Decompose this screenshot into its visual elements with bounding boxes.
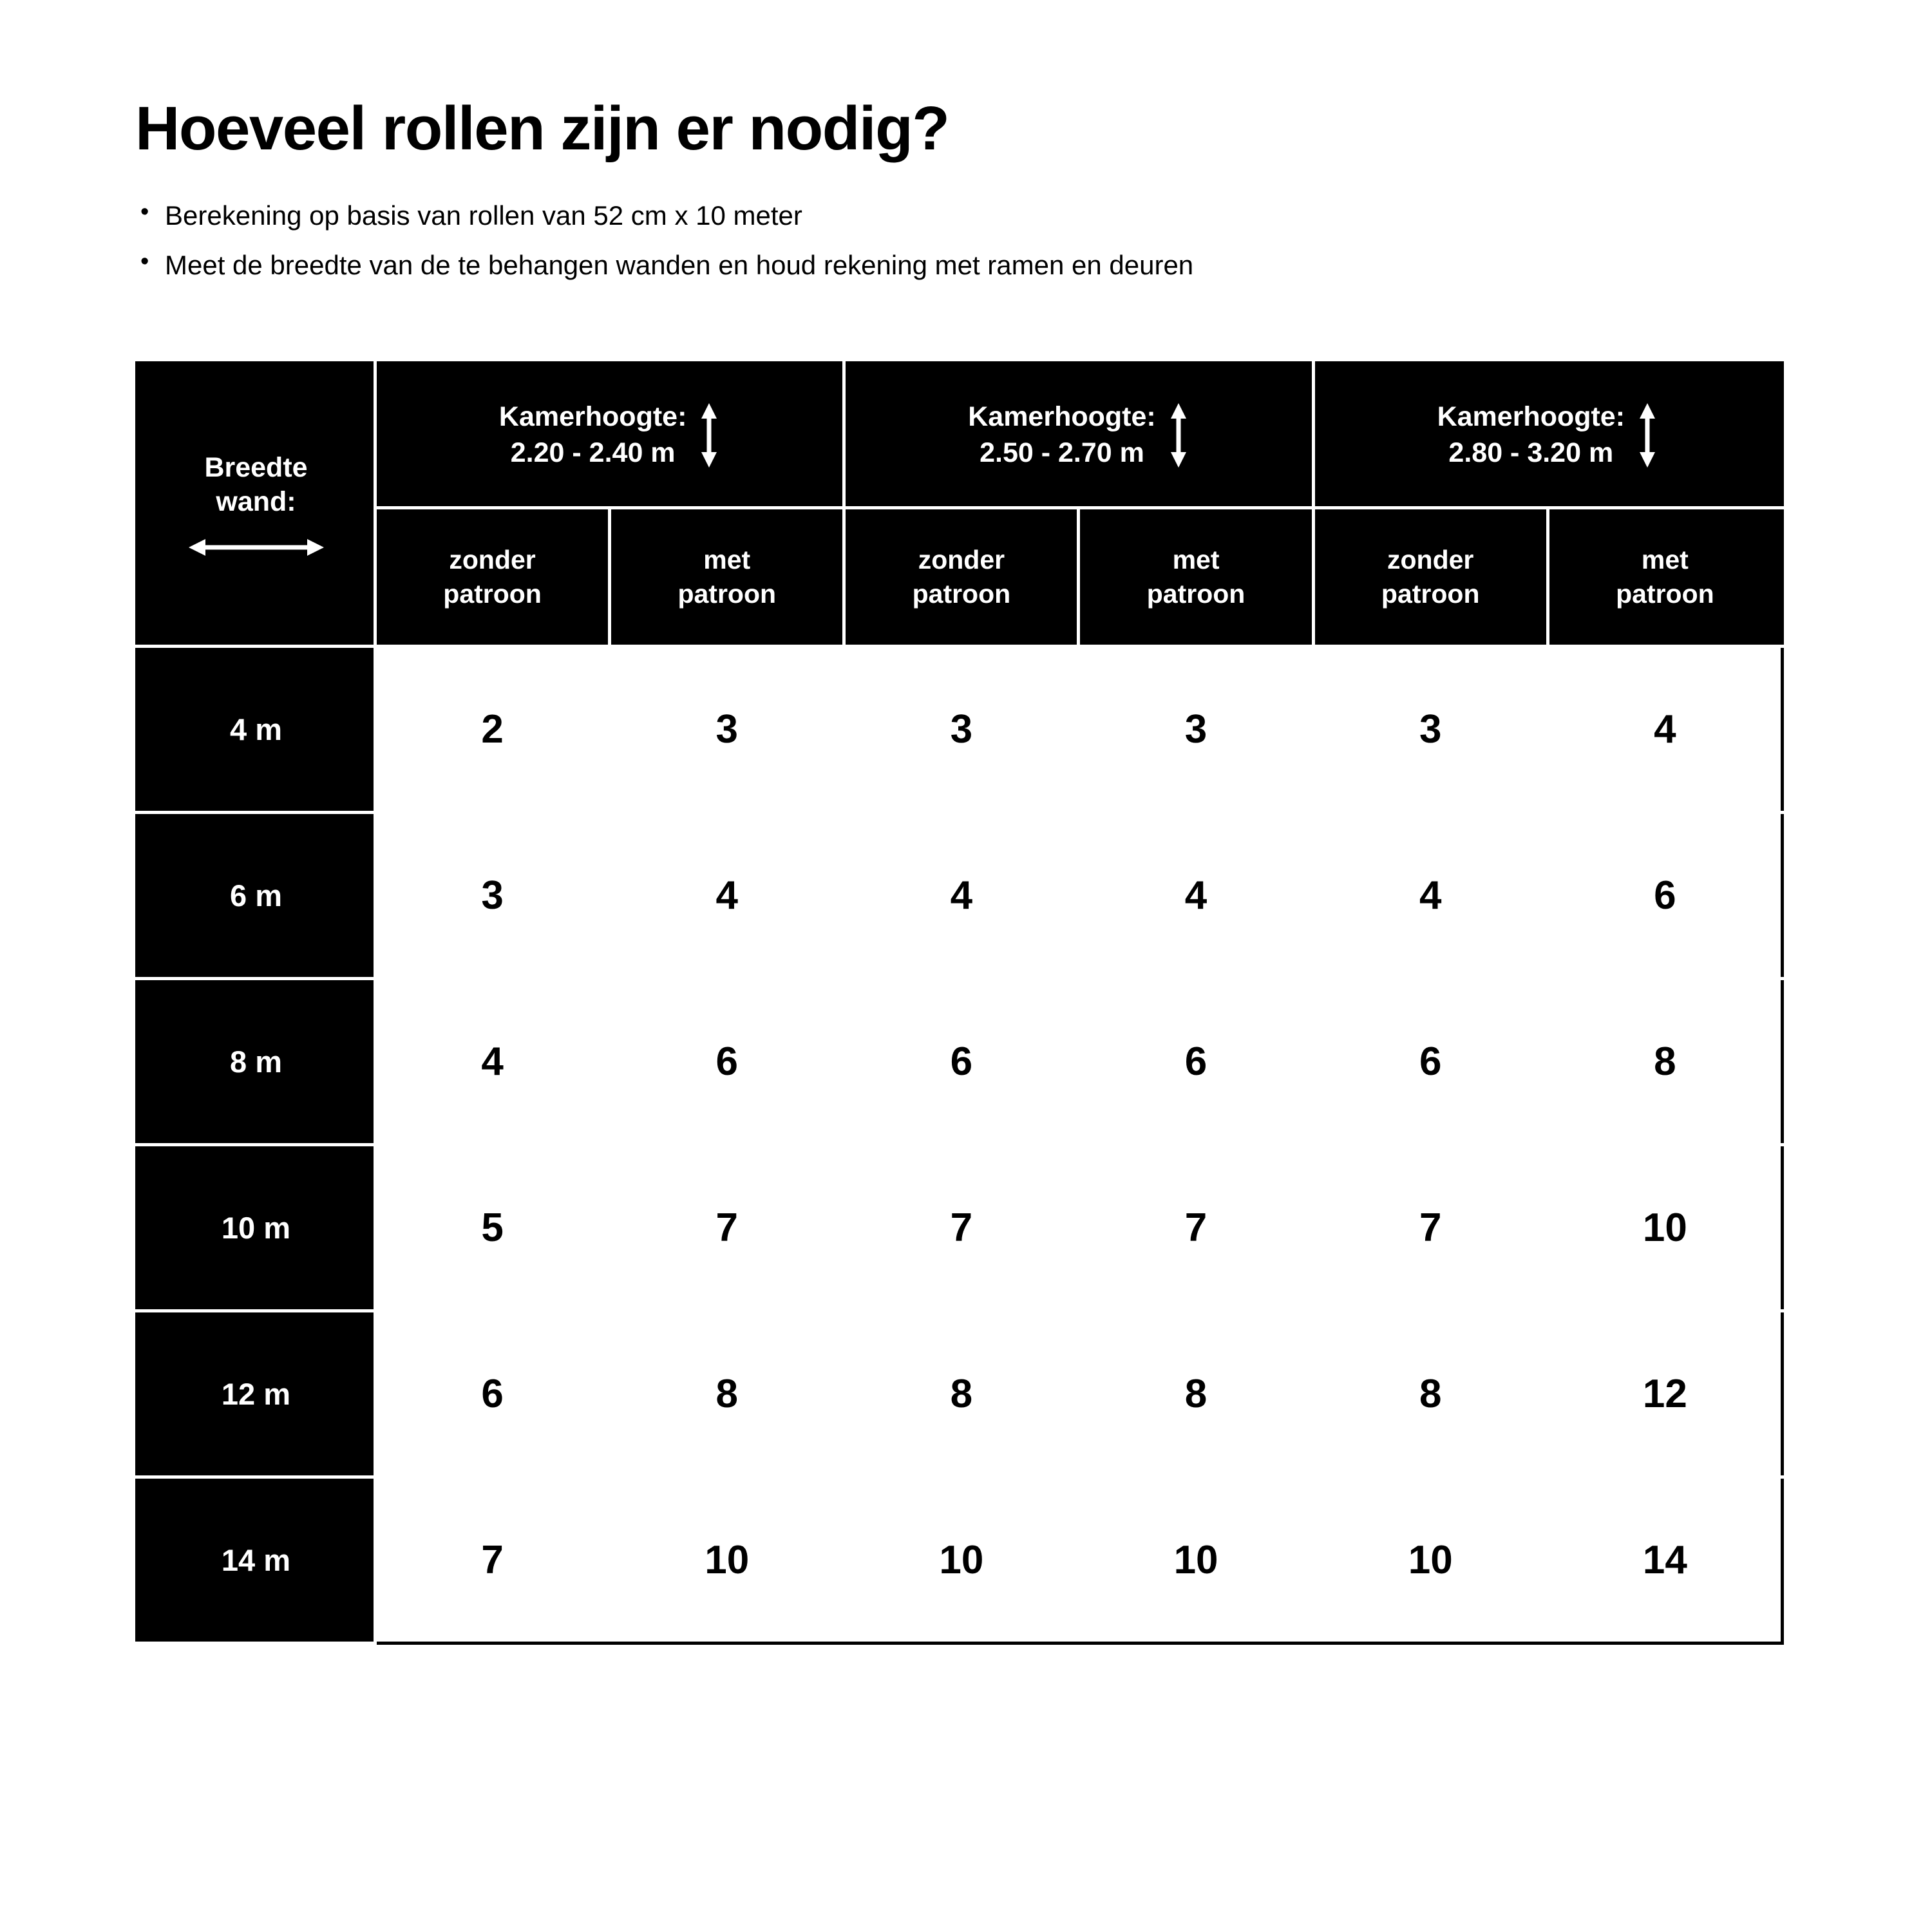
rolls-table-container <box>135 361 1784 1645</box>
cell-r4c5: 7 <box>1313 1144 1548 1311</box>
cell-r4c4: 7 <box>1079 1144 1313 1311</box>
table-row <box>137 978 1783 1144</box>
table-row <box>137 1144 1783 1311</box>
row-label-1: 4 m <box>137 646 375 812</box>
double-arrow-vertical-icon <box>1168 403 1189 468</box>
subheader-6 <box>1548 507 1782 646</box>
cell-r1c5: 3 <box>1313 646 1548 812</box>
list-item: • Meet de breedte van de te behangen wanden en houd rekening met ramen en deuren <box>135 245 1803 285</box>
table-row <box>137 812 1783 978</box>
group-2-line1: Kamerhoogte: <box>968 401 1156 432</box>
cell-r2c3: 4 <box>844 812 1079 978</box>
cell-r2c5: 4 <box>1313 812 1548 978</box>
cell-r1c2: 3 <box>610 646 844 812</box>
corner-header <box>137 363 375 646</box>
subheader-6-line2: patroon <box>1616 578 1714 609</box>
double-arrow-horizontal-icon <box>189 536 324 558</box>
cell-r6c5: 10 <box>1313 1477 1548 1643</box>
subheader-2-line2: patroon <box>677 578 777 609</box>
row-label-3: 8 m <box>137 978 375 1144</box>
list-item: • Berekening op basis van rollen van 52 cm x 10 meter <box>135 195 1803 236</box>
cell-r3c2: 6 <box>610 978 844 1144</box>
subheader-5-line1: zonder <box>1387 545 1474 575</box>
row-label-6: 14 m <box>137 1477 375 1643</box>
subheader-1-line2: patroon <box>443 578 542 609</box>
cell-r3c4: 6 <box>1079 978 1313 1144</box>
table-row <box>137 1477 1783 1643</box>
subheader-5 <box>1313 507 1548 646</box>
cell-r5c1: 6 <box>375 1311 610 1477</box>
group-header-2 <box>844 363 1313 507</box>
table-row <box>137 646 1783 812</box>
cell-r5c5: 8 <box>1313 1311 1548 1477</box>
cell-r5c2: 8 <box>610 1311 844 1477</box>
cell-r2c4: 4 <box>1079 812 1313 978</box>
cell-r1c3: 3 <box>844 646 1079 812</box>
cell-r3c1: 4 <box>375 978 610 1144</box>
subheader-5-line2: patroon <box>1381 578 1480 609</box>
cell-r6c3: 10 <box>844 1477 1079 1643</box>
group-header-1 <box>375 363 844 507</box>
cell-r5c6: 12 <box>1548 1311 1782 1477</box>
cell-r5c3: 8 <box>844 1311 1079 1477</box>
cell-r2c6: 6 <box>1548 812 1782 978</box>
subheader-1-line1: zonder <box>449 545 536 575</box>
cell-r4c1: 5 <box>375 1144 610 1311</box>
cell-r6c6: 14 <box>1548 1477 1782 1643</box>
cell-r3c3: 6 <box>844 978 1079 1144</box>
table-header-row-sub <box>137 507 1783 646</box>
cell-r4c6: 10 <box>1548 1144 1782 1311</box>
double-arrow-vertical-icon <box>1636 403 1658 468</box>
subheader-2 <box>610 507 844 646</box>
table-row <box>137 1311 1783 1477</box>
cell-r4c2: 7 <box>610 1144 844 1311</box>
cell-r6c1: 7 <box>375 1477 610 1643</box>
corner-label-line2: wand: <box>216 486 296 518</box>
rolls-table <box>135 361 1784 1645</box>
group-1-line2: 2.20 - 2.40 m <box>510 437 676 468</box>
subheader-4-line1: met <box>1172 545 1220 575</box>
cell-r1c1: 2 <box>375 646 610 812</box>
cell-r1c4: 3 <box>1079 646 1313 812</box>
group-1-line1: Kamerhoogte: <box>498 401 687 432</box>
cell-r1c6: 4 <box>1548 646 1782 812</box>
subheader-2-line1: met <box>703 545 751 575</box>
row-label-4: 10 m <box>137 1144 375 1311</box>
cell-r4c3: 7 <box>844 1144 1079 1311</box>
cell-r5c4: 8 <box>1079 1311 1313 1477</box>
subheader-3 <box>844 507 1079 646</box>
subheader-4-line2: patroon <box>1146 578 1245 609</box>
cell-r6c2: 10 <box>610 1477 844 1643</box>
subheader-3-line2: patroon <box>912 578 1011 609</box>
notes-list <box>135 195 1803 285</box>
page-title: Hoeveel rollen zijn er nodig? <box>135 94 949 163</box>
group-3-line2: 2.80 - 3.20 m <box>1448 437 1614 468</box>
row-label-5: 12 m <box>137 1311 375 1477</box>
subheader-4 <box>1079 507 1313 646</box>
cell-r3c6: 8 <box>1548 978 1782 1144</box>
group-3-line1: Kamerhoogte: <box>1437 401 1625 432</box>
subheader-6-line1: met <box>1641 545 1689 575</box>
corner-label-line1: Breedte <box>204 451 308 483</box>
group-2-line2: 2.50 - 2.70 m <box>980 437 1144 468</box>
double-arrow-vertical-icon <box>698 403 720 468</box>
cell-r2c2: 4 <box>610 812 844 978</box>
subheader-3-line1: zonder <box>918 545 1005 575</box>
subheader-1 <box>375 507 610 646</box>
cell-r2c1: 3 <box>375 812 610 978</box>
group-header-3 <box>1313 363 1782 507</box>
table-header-row-groups <box>137 363 1783 507</box>
row-label-2: 6 m <box>137 812 375 978</box>
cell-r3c5: 6 <box>1313 978 1548 1144</box>
cell-r6c4: 10 <box>1079 1477 1313 1643</box>
